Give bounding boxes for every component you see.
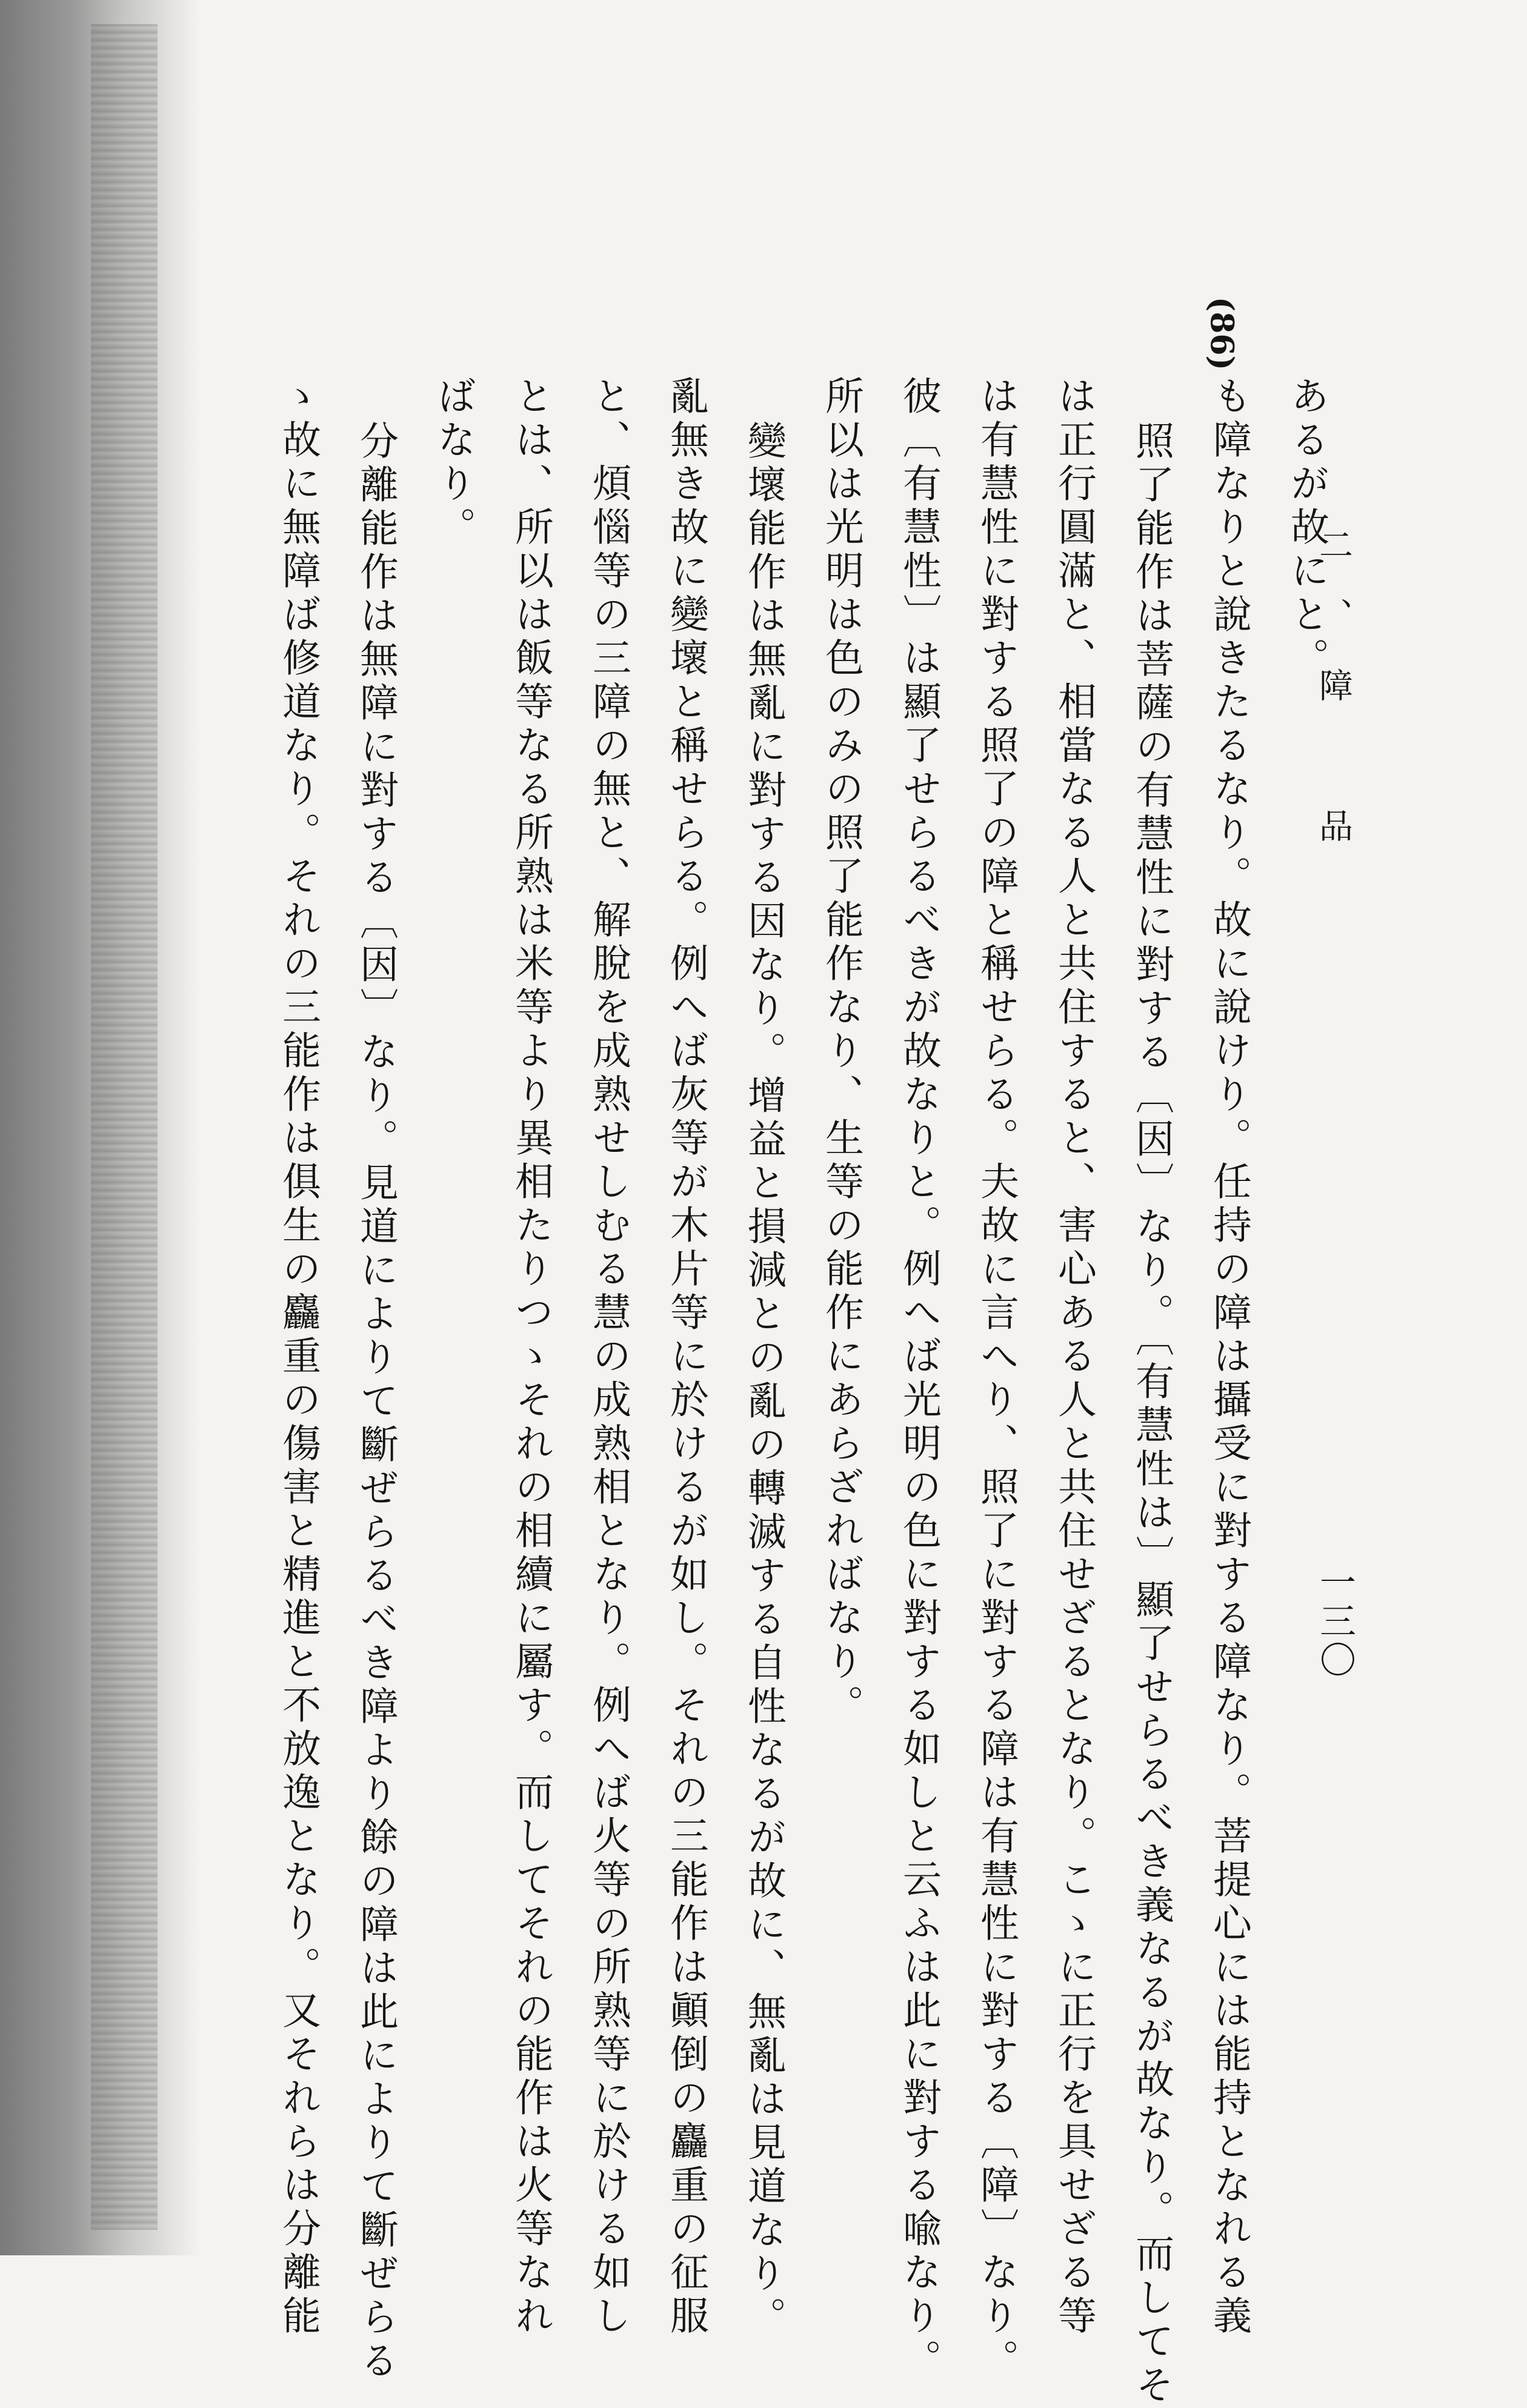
paragraph-start-line: 照了能作は菩薩の有慧性に對する〔因〕なり。〔有慧性は〕顯了せらるべき義なるが故なり。而してそ [1129, 421, 1174, 2408]
running-head: 二、障 品 [1314, 527, 1353, 879]
text-line: と、煩惱等の三障の無と、解脫を成熟せしむる慧の成熟相となり。例へば火等の所熟等に於ける如し [586, 376, 631, 2339]
text-line: とは、所以は飯等なる所熟は米等より異相たりつゝそれの相續に屬す。而してそれの能作は火等なれ [508, 376, 553, 2339]
page-number: (86) [1203, 296, 1240, 371]
text-line: ゝ故に無障ば修道なり。それの三能作は俱生の麤重の傷害と精進と不放逸となり。又それらは分離能 [276, 376, 321, 2339]
body-text [218, 376, 1345, 2408]
text-line: は正行圓滿と、相當なる人と共住すると、害心ある人と共住せざるとなり。こゝに正行を具せざる等 [1051, 376, 1096, 2339]
paragraph-start-line: 變壞能作は無亂に對する因なり。增益と損減との亂の轉滅する自性なるが故に、無亂は見道なり。 [741, 421, 786, 2340]
text-line: ばなり。 [431, 376, 476, 550]
text-line: 所以は光明は色のみの照了能作なり、生等の能作にあらざればなり。 [819, 376, 863, 1728]
folio-number: 一三〇 [1314, 1563, 1356, 1680]
paragraph-start-line: 分離能作は無障に對する〔因〕なり。見道によりて斷ぜらるべき障より餘の障は此によりて斷ぜらる [353, 421, 398, 2384]
text-line: は有慧性に對する照了の障と稱せらる。夫故に言へり、照了に對する障は有慧性に對する〔障〕なり。 [974, 376, 1019, 2383]
text-line: あるが故にと。 [1284, 376, 1329, 681]
text-line: も障なりと說きたるなり。故に說けり。任持の障は攝受に對する障なり。菩提心には能持となれる義 [1206, 376, 1251, 2339]
text-line: 彼〔有慧性〕は顯了せらるべきが故なりと。例へば光明の色に對する如しと云ふは此に對する喩なり。 [896, 376, 941, 2383]
text-line: 亂無き故に變壞と稱せらる。例へば灰等が木片等に於けるが如し。それの三能作は顚倒の麤重の征服 [664, 376, 708, 2339]
scan-streak [91, 24, 158, 2230]
